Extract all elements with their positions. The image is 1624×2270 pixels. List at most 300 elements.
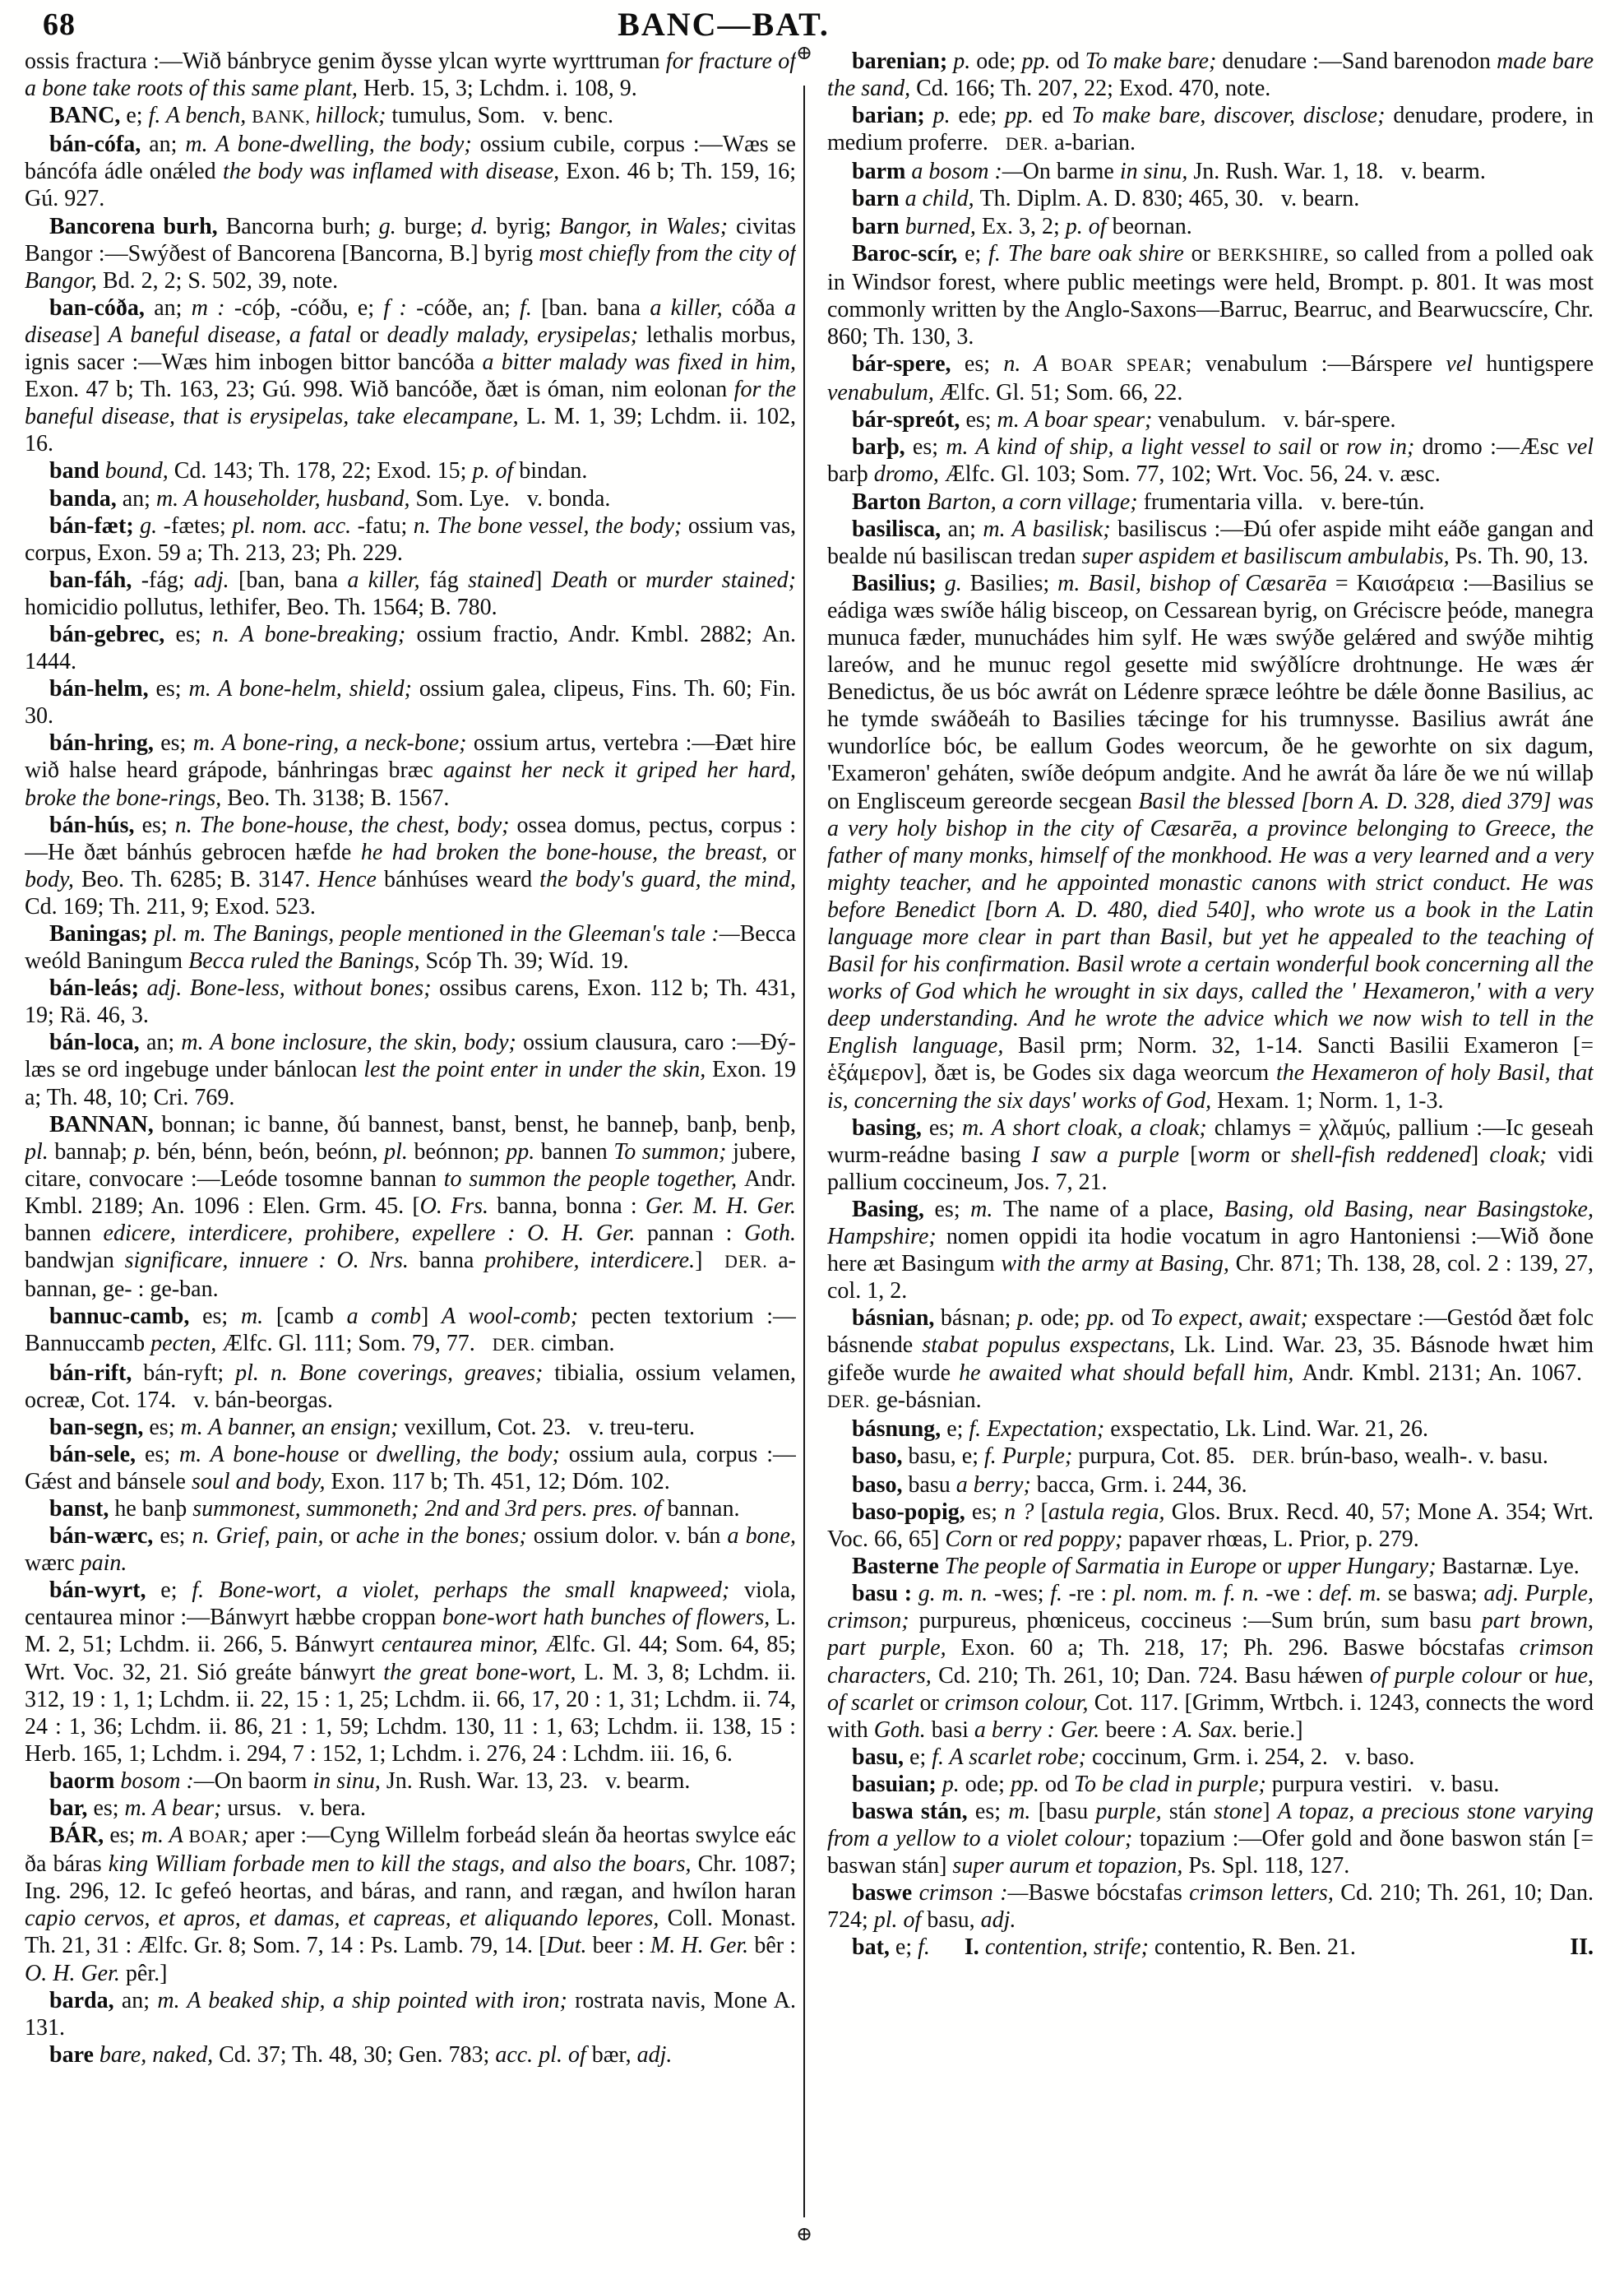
entry-text-segment: or — [348, 1441, 377, 1467]
dictionary-entry — [25, 1822, 796, 1987]
entry-text-segment: Corn — [945, 1526, 998, 1553]
entry-headword: Baroc-scír, — [852, 240, 965, 266]
entry-text-segment: he banþ — [114, 1495, 193, 1522]
entry-text-segment: Lk. Lind. War. 23, 35. Básnode hwæt him gifeðe wurde — [827, 1332, 1594, 1386]
entry-text-segment: ; venabulum :—Bárspere — [1185, 351, 1446, 378]
entry-text-segment: [ban. bana — [541, 294, 650, 321]
entry-text-segment: coccinum, Grm. i. 254, 2. v. baso. — [1091, 1744, 1415, 1770]
entry-text-segment: m. A beaked ship, a ship pointed with iron; — [157, 1987, 576, 2013]
entry-text-segment: od — [1044, 1771, 1074, 1797]
entry-headword: bán-hús, — [49, 812, 142, 838]
dictionary-entry — [827, 213, 1594, 240]
entry-headword: BANC, — [49, 103, 127, 129]
entry-text-segment: exspectare :—Gestód ðæt folc básnende — [827, 1305, 1594, 1359]
entry-text-segment: pêr.] — [125, 1960, 168, 1986]
entry-text-segment: -wes; — [993, 1581, 1051, 1607]
entry-text-segment: bonnan; ic banne, ðú bannest, banst, benst, he banneþ, banþ, benþ, — [161, 1111, 796, 1137]
entry-text-segment: an; — [121, 1987, 158, 2013]
entry-text-segment: exspectatio, Lk. Lind. War. 21, 26. — [1110, 1415, 1429, 1442]
entry-text-segment: barþ — [827, 461, 874, 488]
entry-text-segment: f. — [1050, 1581, 1069, 1607]
dictionary-entry — [25, 213, 796, 294]
entry-text-segment: Cd. 143; Th. 178, 22; Exod. 15; — [174, 458, 473, 484]
dictionary-entry — [25, 675, 796, 730]
entry-text-segment: es; — [160, 1523, 192, 1550]
entry-text-segment: Ps. Th. 90, 13. — [1455, 543, 1589, 569]
entry-text-segment: pp. — [1021, 49, 1057, 74]
entry-text-segment: f. Expectation; — [969, 1415, 1111, 1442]
entry-text-segment: m. — [970, 1196, 1003, 1222]
entry-text-segment: the body was inflamed with disease, — [222, 159, 567, 185]
entry-text-segment: es; — [964, 351, 1004, 378]
entry-headword: bán-fæt; — [49, 512, 141, 539]
entry-text-segment: a killer, — [650, 294, 732, 321]
entry-headword: banst, — [49, 1495, 115, 1522]
entry-text-segment: banna — [419, 1248, 485, 1274]
dictionary-entry — [827, 516, 1594, 570]
entry-text-segment: bannan. — [667, 1495, 740, 1522]
entry-text-segment: Cot. 117. [Grimm, Wrtbch. i. 1243, connects the word with — [827, 1689, 1594, 1743]
entry-text-segment: a-barian. — [1048, 130, 1136, 156]
entry-text-segment: Baswe bócstafas — [1028, 1880, 1190, 1906]
entry-text-segment: Hence — [317, 866, 384, 892]
dictionary-entry — [25, 1577, 796, 1767]
entry-text-segment: capio cervos, et apros, et damas, et capreas, et aliquando lepores, — [25, 1906, 668, 1932]
entry-text-segment: Death — [551, 567, 618, 593]
entry-text-segment: purpura vestiri. v. basu. — [1271, 1771, 1500, 1797]
entry-text-segment: Th. Diplm. A. D. 830; 465, 30. v. bearn. — [979, 186, 1360, 212]
entry-text-segment: f. A scarlet robe; — [932, 1744, 1092, 1770]
entry-text-segment: DER. — [724, 1252, 768, 1272]
dictionary-entry — [25, 1303, 796, 1359]
entry-text-segment: ossium fractio, Andr. Kmbl. 2882; An. 1444. — [25, 621, 796, 675]
entry-headword: Basterne — [852, 1554, 945, 1580]
entry-text-segment: , so called from a polled oak in Windsor forest, where public meetings were held, Brompt. p. 801. It was most commonly written by the Anglo-Saxons—Barruc, Bearruc, and Bearwucscíre, Chr. 860; Th. 130, 3. — [827, 240, 1594, 350]
entry-text-segment: f. A bench, — [148, 103, 252, 129]
entry-text-segment: BERKSHIRE — [1217, 244, 1324, 265]
entry-text-segment: m. A bone inclosure, the skin, body; — [181, 1030, 524, 1056]
entry-text-segment: Bangor, in Wales; — [559, 213, 736, 239]
entry-text-segment: to summon the people together, — [443, 1165, 744, 1192]
entry-text-segment: [ — [1040, 1499, 1048, 1525]
entry-text-segment: To make bare, discover, disclose; — [1071, 103, 1394, 129]
entry-text-segment: against her neck it griped her hard, broke the bone-rings, — [25, 757, 796, 811]
dictionary-entry — [25, 2041, 796, 2068]
entry-text-segment: ] — [92, 322, 109, 348]
entry-text-segment: Basing, old Basing, near Basingstoke, Hampshire; — [827, 1196, 1594, 1250]
entry-text-segment: Cd. 210; Th. 261, 10; Dan. 724; — [827, 1880, 1594, 1934]
entry-text-segment: bánhúses weard — [384, 866, 540, 892]
entry-text-segment: -we : — [1265, 1581, 1320, 1607]
entry-text-segment: pp. — [1005, 103, 1042, 129]
entry-text-segment: bær, — [591, 2041, 637, 2068]
entry-text-segment: stán — [1168, 1799, 1215, 1824]
entry-text-segment: p. — [953, 49, 977, 74]
entry-text-segment: or — [1528, 1662, 1555, 1689]
entry-text-segment: fág — [428, 567, 469, 593]
entry-text-segment: ode; — [965, 1771, 1011, 1797]
entry-headword: bán-cófa, — [49, 132, 150, 158]
entry-text-segment: cóða — [731, 294, 785, 321]
entry-text-segment: ossibus carens, Exon. 112 b; Th. 431, 19; Rä. 46, 3. — [25, 975, 796, 1029]
entry-text-segment: m. A basilisk; — [983, 516, 1118, 542]
entry-text-segment: or — [997, 1526, 1024, 1553]
entry-headword: Basilius; — [852, 570, 945, 596]
entry-headword: barm — [852, 159, 912, 185]
entry-headword: BANNAN, — [49, 1111, 162, 1137]
entry-text-segment: adj. — [980, 1907, 1016, 1934]
entry-text-segment: centaurea minor, — [381, 1632, 546, 1658]
entry-text-segment: es; — [93, 1795, 125, 1821]
entry-text-segment: p. — [133, 1138, 158, 1165]
entry-text-segment: red poppy; — [1023, 1526, 1129, 1553]
entry-text-segment: pl. of — [873, 1907, 928, 1934]
entry-text-segment: crimson characters, — [827, 1635, 1594, 1689]
entry-text-segment: row in; — [1346, 434, 1423, 461]
entry-text-segment: contention, strife; — [984, 1934, 1154, 1961]
entry-headword: barian; — [852, 103, 933, 129]
entry-text-segment: the body's guard, the mind, — [539, 866, 796, 892]
dictionary-entry — [827, 1934, 1594, 1961]
dictionary-entry — [25, 1987, 796, 2041]
entry-text-segment: es; — [155, 676, 189, 702]
entry-text-segment: Ælfc. Gl. 111; Som. 79, 77. — [222, 1331, 493, 1357]
dictionary-entry — [827, 1196, 1594, 1304]
entry-text-segment: es; — [974, 1799, 1009, 1824]
entry-text-segment: To summon; — [613, 1138, 733, 1165]
entry-text-segment: es; — [934, 1196, 971, 1222]
entry-text-segment: pecten, — [150, 1331, 223, 1357]
dictionary-entry — [827, 489, 1594, 516]
dictionary-entry — [25, 1441, 796, 1495]
entry-text-segment: body, — [25, 866, 81, 892]
entry-text-segment: O. H. Ger. — [25, 1960, 126, 1986]
entry-text-segment: I saw a purple — [1031, 1142, 1191, 1168]
dictionary-entry — [25, 294, 796, 458]
dictionary-entry — [827, 102, 1594, 158]
entry-text-segment: Andr. Kmbl. 2189; An. 1096 : Elen. Grm. 45. [ — [25, 1165, 796, 1219]
entry-headword: ban-cóða, — [49, 294, 155, 321]
dictionary-entry — [827, 350, 1594, 406]
entry-headword: bán-wyrt, — [49, 1577, 161, 1604]
entry-headword: baswa stán, — [852, 1799, 975, 1824]
entry-text-segment: To be clad in purple; — [1073, 1771, 1272, 1797]
entry-text-segment: dwelling, the body; — [376, 1441, 569, 1467]
entry-text-segment: Becca weóld Baningum — [25, 921, 796, 975]
entry-text-segment: n. The bone-house, the chest, body; — [174, 812, 517, 838]
entry-text-segment: p. — [932, 103, 959, 129]
entry-text-segment: for fracture of a bone take roots of this same plant, — [25, 49, 796, 102]
entry-headword: bán-rift, — [49, 1360, 144, 1386]
entry-text-segment: L. M. 2, 51; Lchdm. ii. 266, 5. Bánwyrt — [25, 1605, 796, 1658]
entry-text-segment: es; — [928, 1114, 963, 1141]
entry-headword: bán-loca, — [49, 1030, 146, 1056]
entry-text-segment: nomen oppidi ita hodie vocatum in agro Hantoniensi :—Wið ðone here æt Basingum — [827, 1224, 1594, 1277]
entry-text-segment: a comb — [346, 1304, 421, 1330]
entry-text-segment: ossea domus, pectus, corpus :—He ðæt bánhús gebrocen hæfde — [25, 812, 796, 865]
entry-text-segment: an; — [947, 516, 983, 542]
entry-text-segment: ede; — [958, 103, 1005, 129]
entry-text-segment: lest the point enter in under the skin, — [363, 1057, 713, 1083]
entry-text-segment: ossium cubile, corpus :—Wæs se báncófa ádle onǽled — [25, 132, 796, 185]
entry-text-segment: Dut. — [546, 1933, 593, 1959]
entry-text-segment: f. Purple; — [984, 1443, 1079, 1469]
entry-text-segment: DER. — [1005, 134, 1049, 155]
entry-text-segment: huntigspere — [1486, 351, 1594, 378]
entry-text-segment: m. A bone-house — [179, 1441, 349, 1467]
entry-headword: BÁR, — [49, 1823, 110, 1849]
entry-text-segment: Beo. Th. 6285; B. 3147. — [81, 866, 318, 892]
entry-text-segment: od — [1121, 1305, 1150, 1332]
entry-text-segment: or — [1319, 434, 1347, 461]
entry-text-segment: hue, of scarlet — [827, 1662, 1594, 1716]
entry-text-segment: es; — [175, 621, 212, 647]
entry-text-segment: he had broken the bone-house, the breast, — [360, 839, 777, 865]
entry-headword: bár-spere, — [852, 351, 965, 378]
entry-text-segment: p. — [942, 1771, 965, 1797]
entry-text-segment: To expect, await; — [1150, 1305, 1315, 1332]
entry-text-segment: DER. — [827, 1391, 871, 1411]
entry-text-segment: significare, innuere : O. Nrs. — [124, 1248, 419, 1274]
entry-text-segment: m. A short cloak, a cloak; — [962, 1114, 1215, 1141]
entry-text-segment: brún-baso, wealh-. v. basu. — [1295, 1443, 1548, 1469]
entry-headword: barn — [852, 186, 905, 212]
entry-text-segment: or — [1262, 1554, 1288, 1580]
entry-text-segment: purple, — [1095, 1799, 1169, 1824]
entry-text-segment: A topaz, a precious stone varying from a yellow to a violet colour; — [827, 1799, 1594, 1852]
entry-text-segment: Barton, a corn village; — [927, 489, 1144, 515]
entry-text-segment: summonest, summoneth; 2nd and 3rd pers. pres. of — [192, 1495, 668, 1522]
entry-text-segment: for the baneful disease, that is erysipelas, take elecampane, — [25, 377, 796, 430]
entry-text-segment: O. Frs. — [419, 1193, 497, 1219]
entry-text-segment: a bitter malady was fixed in him, — [482, 350, 796, 376]
entry-text-segment: Som. Lye. v. bonda. — [415, 485, 611, 512]
entry-text-segment: pl. — [25, 1138, 55, 1165]
entry-text-segment: m. A bear; — [124, 1795, 228, 1821]
entry-text-segment: e; — [946, 1415, 969, 1442]
entry-text-segment: e; — [160, 1577, 192, 1604]
entry-text-segment: dromo, — [873, 461, 945, 488]
entry-text-segment: es; — [144, 1441, 180, 1467]
entry-text-segment: DER. — [1252, 1447, 1296, 1467]
dictionary-entry — [827, 1114, 1594, 1196]
entry-text-segment: A baneful disease, a fatal — [108, 322, 360, 348]
entry-text-segment: viola, centaurea minor :—Bánwyrt hæbbe croppan — [25, 1577, 796, 1631]
entry-text-segment: worm — [1197, 1142, 1261, 1168]
entry-text-segment: bén, bénn, beón, beónn, — [157, 1138, 385, 1165]
entry-text-segment: frumentaria villa. v. bere-tún. — [1143, 489, 1425, 515]
entry-headword: ban-segn, — [49, 1414, 150, 1440]
entry-text-segment: Basil prm; Norm. 32, 1-14. Sancti Basilii Exameron [= ἑξάμερον], ðæt is, be Godes six daga weorcum — [827, 1033, 1594, 1086]
entry-text-segment: hillock; — [315, 103, 392, 129]
entry-text-segment: bare, naked, — [99, 2041, 220, 2068]
entry-text-segment: Beo. Th. 3138; B. 1567. — [227, 785, 450, 811]
entry-headword: baswe — [852, 1880, 919, 1906]
entry-text-segment: M. H. Ger. — [650, 1933, 755, 1959]
entry-text-segment: es; — [965, 407, 997, 433]
entry-headword: baorm — [49, 1767, 121, 1794]
entry-text-segment: pp. — [1086, 1305, 1122, 1332]
entry-text-segment: vexillum, Cot. 23. v. treu-teru. — [404, 1414, 696, 1440]
entry-text-segment: ] — [695, 1248, 725, 1274]
entry-text-segment: upper Hungary; — [1287, 1554, 1442, 1580]
entry-text-segment: an; — [146, 1030, 182, 1056]
entry-text-segment: purpura, Cot. 85. — [1078, 1443, 1252, 1469]
entry-text-segment: bacca, Grm. i. 244, 36. — [1036, 1471, 1247, 1498]
entry-text-segment: an; — [149, 132, 186, 158]
entry-text-segment: most chiefly from the city of Bangor, — [25, 240, 796, 294]
entry-text-segment: Jn. Rush. War. 13, 23. v. bearm. — [386, 1767, 691, 1794]
entry-text-segment: venabulum. v. bár-spere. — [1158, 407, 1396, 433]
entry-text-segment: Ex. 3, 2; — [981, 213, 1066, 239]
entry-text-segment: L. M. 3, 8; Lchdm. ii. 312, 19 : 1, 1; Lchdm. ii. 22, 15 : 1, 25; Lchdm. ii. 66, 17, 20 : 1, 31; Lchdm. ii. 74, 24 : 1, 36; Lchdm. ii. 86, 21 : 1, 59; Lchdm. 130, 11 : 1, 63; Lchdm. ii. 138, 15 : Herb. 165, 1; Lchdm. i. 294, 7 : 152, 1; Lchdm. i. 276, 24 : Lchdm. iii. 16, 6. — [25, 1659, 796, 1767]
entry-text-segment: a disease — [25, 294, 796, 348]
dictionary-entry — [25, 567, 796, 621]
entry-text-segment: es; — [160, 730, 193, 757]
entry-text-segment: f. — [918, 1934, 930, 1961]
entry-text-segment: adj. Bone-less, without bones; — [146, 975, 440, 1002]
entry-text-segment: crimson colour, — [945, 1689, 1094, 1716]
entry-text-segment: g. — [944, 570, 970, 596]
entry-text-segment: deadly malady, erysipelas; — [386, 322, 647, 348]
entry-text-segment: básnan; — [940, 1305, 1017, 1332]
entry-text-segment: rostrata navis, Mone A. 131. — [25, 1987, 796, 2041]
entry-text-segment: beere : — [1105, 1716, 1173, 1743]
entry-text-segment: pl. nom. m. f. n. — [1113, 1581, 1266, 1607]
entry-text-segment: m. A bone-dwelling, the body; — [185, 132, 480, 158]
entry-text-segment: od — [1056, 49, 1085, 74]
right-column — [827, 48, 1594, 2262]
entry-text-segment: edicere, interdicere, prohibere, expellere : O. H. Ger. — [103, 1221, 648, 1247]
dictionary-entry — [25, 48, 796, 102]
entry-text-segment: On baorm — [214, 1767, 313, 1794]
entry-text-segment: Ps. Spl. 118, 127. — [1188, 1853, 1350, 1879]
entry-text-segment: the great bone-wort, — [383, 1659, 585, 1685]
entry-text-segment: Basilies; — [969, 570, 1058, 596]
entry-text-segment: = Καισάρεια :—Basilius se eádiga wæs swíðe hálig bisceop, on Cessarean byrig, on Gréciscre þeóde, manegra munuca fæder, munuchádes him sylf. He wæs swýðe gelǽred and swýðe mihtig lareów, and he munuc regol gesette mid swýðlícre drohtnunge. He wæs ǽr Benedictus, ðe us bóc awrát on Lédenre spræce leóhtre be dǽle ðonne Basilius, ac he tymde swáðeáh to Basilies tǽcinge for his trumnysse. Basilius awrát áne wundorlíce bóc, be eallum Godes weorcum, ðe he geworhte on six dagum, 'Exameron' geháten, swíðe deópum andgite. And he awrát ða láre ðe we nú willaþ on Englisceum gereorde secgean — [827, 570, 1594, 814]
entry-text-segment: m. A bone-ring, a neck-bone; — [192, 730, 474, 757]
entry-text-segment: burned, — [905, 213, 982, 239]
entry-text-segment: basu, e; — [908, 1443, 984, 1469]
entry-text-segment: ossis fractura :—Wið bánbryce genim ðysse ylcan wyrte wyrttruman — [25, 49, 666, 74]
entry-headword: baso, — [852, 1443, 909, 1469]
entry-text-segment: n ? — [1004, 1499, 1041, 1525]
entry-text-segment: an; — [122, 485, 156, 512]
dictionary-entry — [25, 1360, 796, 1414]
entry-text-segment: m. — [1008, 1799, 1039, 1824]
dictionary-entry — [25, 457, 796, 484]
entry-text-segment: d. — [470, 213, 497, 239]
entry-text-segment: or — [330, 1523, 356, 1550]
dictionary-entry — [25, 102, 796, 131]
dictionary-entry — [827, 1499, 1594, 1553]
entry-text-segment: -fætes; — [163, 512, 233, 539]
entry-text-segment: dromo :—Æsc — [1422, 434, 1567, 461]
entry-text-segment: lethalis morbus, ignis sacer :—Wæs him inbogen bittor bancóða — [25, 322, 796, 376]
entry-text-segment: L. M. 1, 39; Lchdm. ii. 102, 16. — [25, 404, 796, 457]
entry-text-segment: ode; — [976, 49, 1022, 74]
entry-text-segment: ache in the bones; — [355, 1523, 534, 1550]
entry-text-segment: g. — [378, 213, 405, 239]
entry-text-segment: f : — [383, 294, 417, 321]
entry-headword: bán-sele, — [49, 1441, 145, 1467]
entry-text-segment: The name of a place, — [1002, 1196, 1224, 1222]
entry-text-segment: Ælfc. Gl. 44; Som. 64, 85; Wrt. Voc. 32, 21. Sió greáte bánwyrt — [25, 1632, 796, 1685]
entry-text-segment: basiliscus :—Ðú ofer aspide miht eáðe gangan and bealde nú basiliscan tredan — [827, 516, 1594, 569]
entry-text-segment: pannan : — [647, 1221, 745, 1247]
entry-text-segment: homicidio pollutus, lethifer, Beo. Th. 1564; B. 780. — [25, 594, 497, 620]
entry-text-segment: bán-ryft; — [143, 1360, 236, 1386]
entry-text-segment: Cd. 169; Th. 211, 9; Exod. 523. — [25, 893, 316, 920]
printer-ornament-top-icon: ⊕ — [795, 43, 813, 64]
entry-headword: banda, — [49, 485, 123, 512]
entry-text-segment: m. A householder, husband, — [155, 485, 416, 512]
entry-text-segment: a killer, — [347, 567, 429, 593]
entry-headword: basilisca, — [852, 516, 948, 542]
entry-text-segment: part brown, part purple, — [827, 1608, 1594, 1661]
entry-text-segment: pl. — [384, 1138, 414, 1165]
entry-text-segment: burge; — [404, 213, 471, 239]
dictionary-entry — [25, 1029, 796, 1110]
entry-text-segment: Glos. Brux. Recd. 40, 57; Mone A. 354; Wrt. Voc. 66, 65] — [827, 1499, 1594, 1553]
entry-text-segment: Hexam. 1; Norm. 1, 1-3. — [1217, 1087, 1444, 1114]
entry-text-segment: adj. — [193, 567, 239, 593]
entry-text-segment: Goth. — [744, 1221, 796, 1247]
entry-text-segment: purpureus, phœniceus, coccineus :—Sum brún, sum basu — [918, 1608, 1482, 1634]
entry-text-segment: super aurum et topazion, — [952, 1853, 1189, 1879]
entry-headword: básnung, — [852, 1415, 947, 1442]
entry-headword: bán-hring, — [49, 730, 161, 757]
entry-text-segment: g. — [140, 512, 164, 539]
entry-text-segment: bêr : — [754, 1933, 796, 1959]
entry-text-segment: m. A boar spear; — [997, 407, 1159, 433]
dictionary-entry — [827, 1304, 1594, 1415]
entry-text-segment: basu — [908, 1471, 956, 1498]
entry-text-segment: -cóðe, an; — [416, 294, 521, 321]
entry-text-segment: e; — [909, 1744, 932, 1770]
page-number: 68 — [43, 7, 76, 42]
entry-text-segment: Ælfc. Gl. 103; Som. 77, 102; Wrt. Voc. 56, 24. v. æsc. — [944, 461, 1441, 488]
entry-text-segment: soul and body, — [191, 1468, 331, 1494]
entry-text-segment: Chr. 871; Th. 138, 28, col. 2 : 139, 27, col. 1, 2. — [827, 1251, 1594, 1304]
entry-headword: bannuc-camb, — [49, 1304, 203, 1330]
entry-text-segment: DER. — [492, 1335, 536, 1355]
entry-text-segment: es; — [109, 1823, 141, 1849]
entry-headword: ban-fáh, — [49, 567, 141, 593]
left-column — [25, 48, 796, 2262]
dictionary-entry — [25, 131, 796, 212]
dictionary-entry — [827, 1443, 1594, 1471]
entry-text-segment: Exon. 46 b; Th. 159, 16; Gú. 927. — [25, 159, 796, 212]
dictionary-entry — [25, 1767, 796, 1795]
entry-text-segment: pain. — [80, 1550, 127, 1577]
dictionary-entry — [25, 1111, 796, 1304]
entry-text-segment: astula regia, — [1048, 1499, 1172, 1525]
entry-text-segment: ursus. v. bera. — [227, 1795, 366, 1821]
entry-text-segment: bone-wort hath bunches of flowers, — [442, 1605, 776, 1631]
entry-text-segment: Basil the blessed [born A. D. 328, died 379] was a very holy bishop in the city of Cæsarēa, a province belonging to Greece, the father of many monks, himself of the monkhood. He was a very learned and a very mighty teacher, and he appointed monastic canons with strict conduct. He was before Benedict [born A. D. 480, died 540], who wrote us a book in the Latin language more clear in part than Basil, but yet he appealed to the teaching of Basil for his confirmation. Basil wrote a certain wonderful book concerning all the works of God which he wrought in six days, called the ' Hexameron,' with a very deep understanding. And he wrote the advice which we now wish to tell in the English language, — [827, 788, 1594, 1059]
entry-text-segment: -fág; — [141, 567, 194, 593]
entry-text-segment: Ælfc. Gl. 51; Som. 66, 22. — [939, 380, 1183, 406]
entry-text-segment: ossium galea, clipeus, Fins. Th. 60; Fin. 30. — [25, 676, 796, 730]
entry-text-segment: in sinu, — [312, 1767, 386, 1794]
dictionary-entry — [25, 485, 796, 512]
entry-text-segment: jubere, citare, convocare :—Leóde tosomne bannan — [25, 1138, 796, 1192]
entry-text-segment: tumulus, Som. v. benc. — [391, 103, 614, 129]
dictionary-entry — [25, 621, 796, 675]
printer-ornament-bottom-icon: ⊕ — [795, 2224, 813, 2245]
entry-headword: barenian; — [852, 49, 954, 74]
